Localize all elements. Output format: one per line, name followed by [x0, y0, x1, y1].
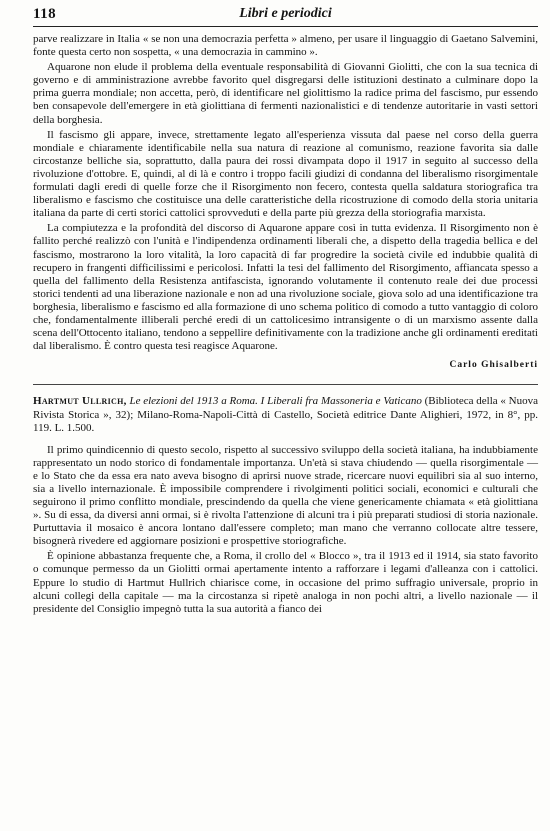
body-paragraph: parve realizzare in Italia « se non una democrazia perfetta » almeno, per usare il linguaggio di Gaetano Salvemini, fonte questa certo non sospetta, « una democrazia in cammino ».	[33, 33, 538, 59]
body-paragraph: Il fascismo gli appare, invece, strettamente legato all'esperienza vissuta dal paese nel corso della guerra mondiale e chiaramente identificabile nella sua natura di reazione al comunismo, reazione favorita sia dalle circostanze belliche sia, soprattutto, dalla paura dei rossi divampata dopo il 1917 in seguito al successo della rivoluzione d'ottobre. E, quindi, al di là e contro i troppo facili giudizi di condanna del liberalismo risorgimentale formulati dagli eredi di quelle forze che il Risorgimento non fecero, contesta quella saldatura storiografica tra liberalismo e fascismo che costituisce una delle caratteristiche della ricostruzione di comodo della storia unitaria italiana da parte di certi storici cattolici sprovveduti e della parte più grezza della storiografia marxista.	[33, 128, 538, 220]
review-ullrich	[33, 395, 538, 615]
running-title: Libri e periodici	[239, 6, 332, 21]
body-paragraph: Aquarone non elude il problema della eventuale responsabilità di Giovanni Giolitti, che con la sua tecnica di governo e di amministrazione avrebbe favorito quel disgregarsi delle istituzioni destinato a culminare dopo la prima guerra mondiale; non accetta, però, di identificare nel giolittismo la radice prima del fascismo, pur essendo ben consapevole dell'emergere in età giolittiana di fermenti nazionalistici e di tendenze autoritarie in vasti settori della borghesia.	[33, 61, 538, 126]
reviewer-signature: Carlo Ghisalberti	[449, 360, 538, 371]
body-paragraph: È opinione abbastanza frequente che, a Roma, il crollo del « Blocco », tra il 1913 ed il 1914, sia stato favorito o comunque permesso da un Giolitti ormai apertamente intento a rafforzare i legami d'alleanza con i cattolici. Eppure lo studio di Hartmut Hullrich chiarisce come, in occasione del primo suffragio universale, proprio in alcuni collegi della capitale — ma la circostanza si ripetè analoga in non pochi altri, a livello nazionale — il presidente del Consiglio impegnò tutta la sua autorità a fianco dei	[33, 550, 538, 615]
bibliographic-heading	[33, 395, 538, 435]
book-author: Hartmut Ullrich,	[33, 395, 127, 408]
page-header	[33, 6, 538, 27]
body-paragraph: Il primo quindicennio di questo secolo, rispetto al successivo sviluppo della società italiana, ha indubbiamente rappresentato un nodo storico di fondamentale importanza. Un'età si stava chiudendo — quella risorgimentale — e lo Stato che da essa era nato aveva bisogno di aprirsi nuove strade, ricercare nuovi equilibri sia al suo interno, sia a livello internazionale. È impossibile comprendere i rivolgimenti politici sociali, economici e culturali che seguirono il primo conflitto mondiale, prescindendo da quella che viene genericamente chiamata « età giolittiana ». Su di essa, da diversi anni ormai, si è rivolta l'attenzione di alcuni tra i più preparati studiosi di storia nazionale. Purtuttavia il mosaico è ancora lontano dall'essere completo; man mano che verranno collocate altre tessere, bisognerà rivedere ed aggiornare posizioni e prospettive storiografiche.	[33, 443, 538, 548]
book-title: Le elezioni del 1913 a Roma. I Liberali fra Massoneria e Vaticano	[129, 395, 422, 408]
review-aquarone	[33, 33, 538, 372]
page-number: 118	[33, 6, 57, 22]
section-divider	[33, 384, 538, 385]
body-paragraph: La compiutezza e la profondità del discorso di Aquarone appare così in tutta evidenza. Il Risorgimento non è fallito perché realizzò con l'unità e l'indipendenza ordinamenti liberali che, a dispetto della tragedia bellica e del fascismo, mostrarono la loro vitalità, la loro capacità di far progredire la società civile ed indubbie qualità di recupero in frangenti difficilissimi e pericolosi. Infatti la tesi del fallimento del Risorgimento, affiancata spesso a quella del fallimento della Resistenza antifascista, ignorando volutamente il contenuto reale dei due processi storici tendenti ad una liberazione nazionale e non ad una rivoluzione sociale, giova solo ad una identificazione tra borghesia, liberalismo e fascismo ed alla formazione di uno schema politico di comodo a tutto vantaggio di coloro che, fondamentalmente illiberali perché eredi di un cattolicesimo intransigente o di un marxismo assente dalla scena dell'Ottocento italiano, tendono a seppellire definitivamente con la tradizione anche gli ordinamenti ereditati dal liberalismo. È contro questa tesi reagisce Aquarone.	[33, 222, 538, 353]
publication-details: (Biblioteca della « Nuova Rivista Storica », 32); Milano-Roma-Napoli-Città di Castello, Società editrice Dante Alighieri, 1972, in 8°, pp. 119. L. 1.500.	[33, 395, 539, 435]
